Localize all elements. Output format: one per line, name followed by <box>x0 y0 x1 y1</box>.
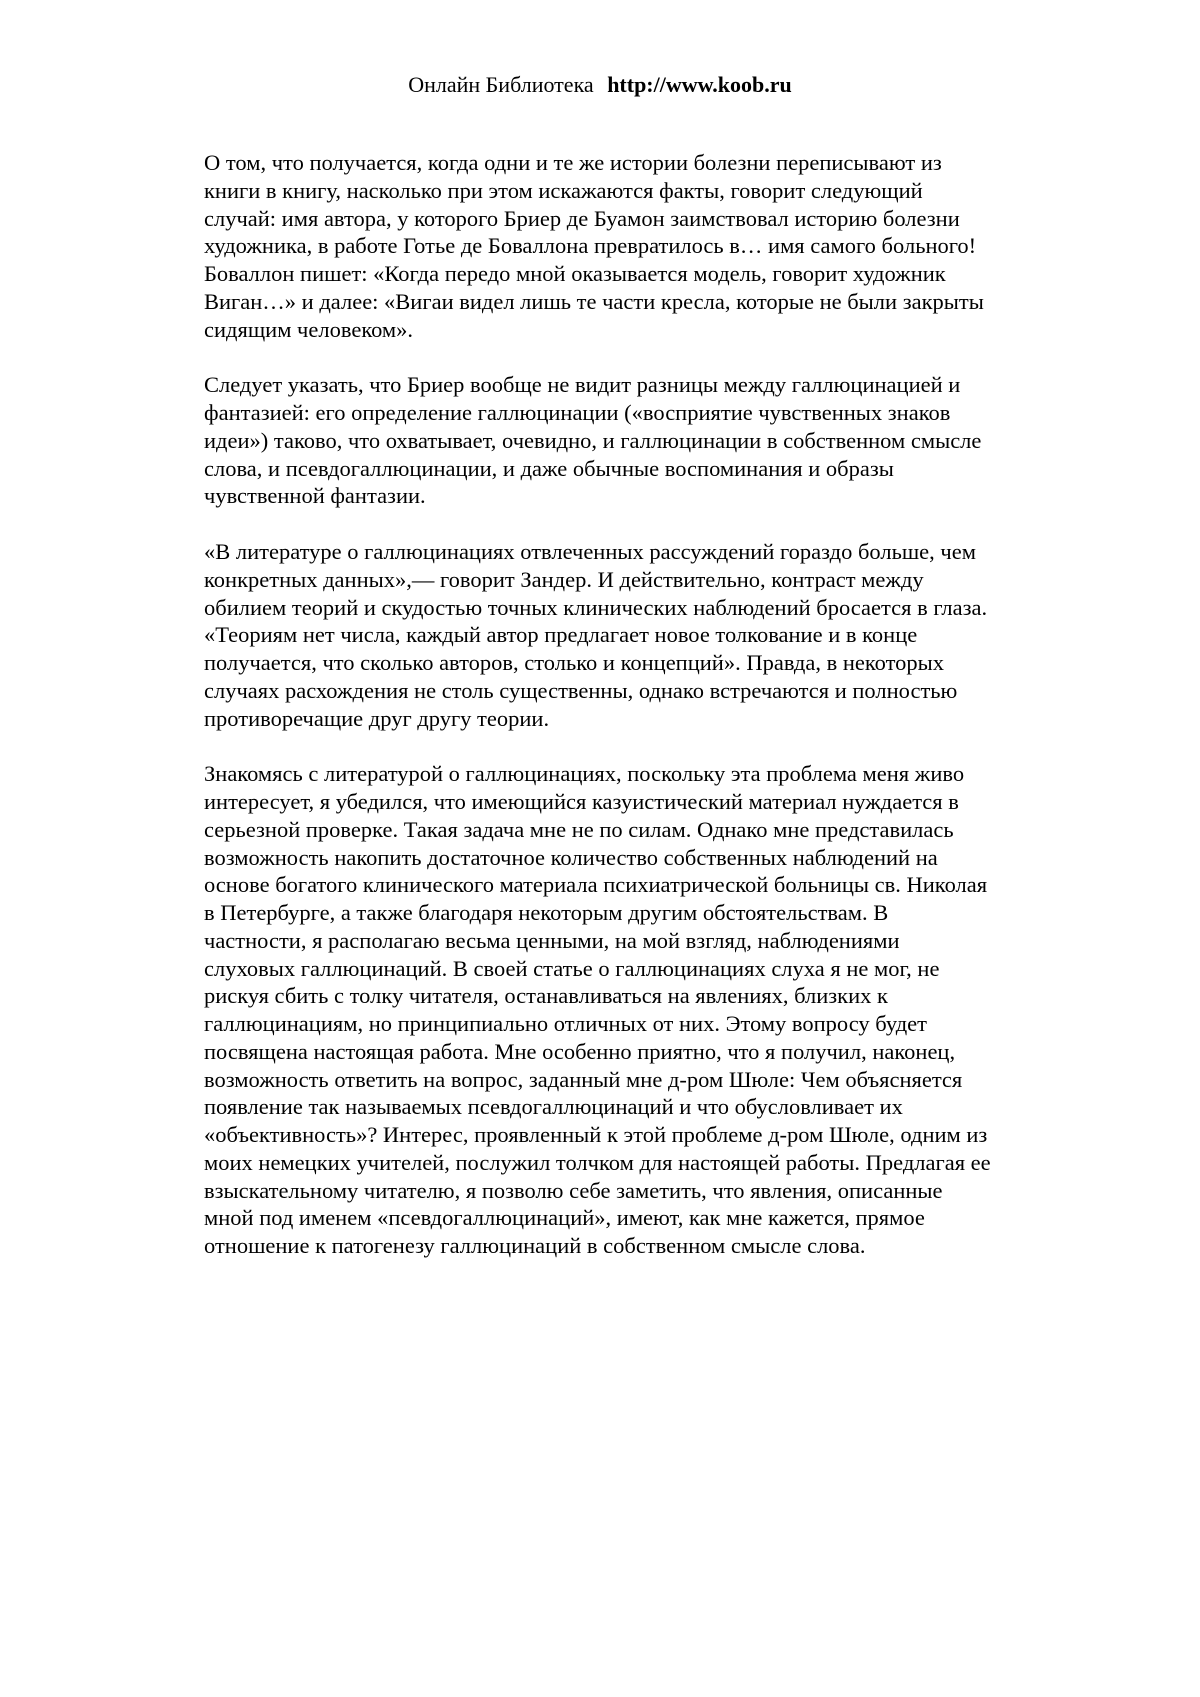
text-line: взыскательному читателю, я позволю себе заметить, что явления, описанные <box>204 1177 943 1203</box>
text-line: Знакомясь с литературой о галлюцинациях, поскольку эта проблема меня живо <box>204 761 965 787</box>
library-label: Онлайн Библиотека <box>408 72 594 97</box>
text-line: случай: имя автора, у которого Бриер де Буамон заимствовал историю болезни <box>204 205 960 231</box>
text-line: чувственной фантазии. <box>204 483 426 509</box>
text-line: противоречащие друг другу теории. <box>204 705 550 731</box>
library-url: http://www.koob.ru <box>607 72 792 97</box>
text-line: случаях расхождения не столь существенны, однако встречаются и полностью <box>204 677 958 703</box>
paragraph <box>204 371 1064 510</box>
text-line: мной под именем «псевдогаллюцинаций», имеют, как мне кажется, прямое <box>204 1205 925 1231</box>
text-line: возможность накопить достаточное количество собственных наблюдений на <box>204 844 938 870</box>
document-body <box>204 149 1064 1288</box>
paragraph <box>204 149 1064 343</box>
text-line: книги в книгу, насколько при этом искажаются факты, говорит следующий <box>204 177 923 203</box>
text-line: Боваллон пишет: «Когда передо мной оказывается модель, говорит художник <box>204 261 946 286</box>
text-line: конкретных данных»,— говорит Зандер. И действительно, контраст между <box>204 566 924 592</box>
paragraph <box>204 538 1064 732</box>
text-line: «Теориям нет числа, каждый автор предлагает новое толкование и в конце <box>204 622 918 648</box>
text-line: Следует указать, что Бриер вообще не видит разницы между галлюцинацией и <box>204 372 961 398</box>
text-line: сидящим человеком». <box>204 316 414 342</box>
text-line: появление так называемых псевдогаллюцинаций и что обусловливает их <box>204 1094 903 1120</box>
text-line: «объективность»? Интерес, проявленный к этой проблеме д-ром Шюле, одним из <box>204 1122 988 1147</box>
text-line: посвящена настоящая работа. Мне особенно приятно, что я получил, наконец, <box>204 1038 956 1064</box>
text-line: получается, что сколько авторов, столько и концепций». Правда, в некоторых <box>204 650 944 675</box>
text-line: возможность ответить на вопрос, заданный мне д-ром Шюле: Чем объясняется <box>204 1066 963 1092</box>
text-line: Виган…» и далее: «Вигаи видел лишь те части кресла, которые не были закрыты <box>204 288 984 314</box>
text-line: «В литературе о галлюцинациях отвлеченных рассуждений гораздо больше, чем <box>204 539 976 564</box>
text-line: О том, что получается, когда одни и те же истории болезни переписывают из <box>204 150 942 175</box>
text-line: в Петербурге, а также благодаря некоторым другим обстоятельствам. В <box>204 900 889 925</box>
text-line: слуховых галлюцинаций. В своей статье о галлюцинациях слуха я не мог, не <box>204 955 940 981</box>
text-line: галлюцинациям, но принципиально отличных от них. Этому вопросу будет <box>204 1011 927 1036</box>
text-line: отношение к патогенезу галлюцинаций в собственном смысле слова. <box>204 1233 866 1258</box>
text-line: рискуя сбить с толку читателя, останавливаться на явлениях, близких к <box>204 983 888 1009</box>
text-line: моих немецких учителей, послужил толчком для настоящей работы. Предлагая ее <box>204 1149 991 1175</box>
text-line: идеи») таково, что охватывает, очевидно, и галлюцинации в собственном смысле <box>204 427 982 453</box>
text-line: интересует, я убедился, что имеющийся казуистический материал нуждается в <box>204 789 959 814</box>
text-line: серьезной проверке. Такая задача мне не по силам. Однако мне представилась <box>204 816 954 842</box>
text-line: частности, я располагаю весьма ценными, на мой взгляд, наблюдениями <box>204 927 900 953</box>
text-line: основе богатого клинического материала психиатрической больницы св. Николая <box>204 872 988 898</box>
text-line: обилием теорий и скудостью точных клинических наблюдений бросается в глаза. <box>204 594 988 620</box>
paragraph <box>204 760 1064 1260</box>
text-line: слова, и псевдогаллюцинации, и даже обычные воспоминания и образы <box>204 455 894 481</box>
text-line: художника, в работе Готье де Боваллона превратилось в… имя самого больного! <box>204 233 977 259</box>
text-line: фантазией: его определение галлюцинации («восприятие чувственных знаков <box>204 400 951 425</box>
page-header <box>0 72 1200 98</box>
